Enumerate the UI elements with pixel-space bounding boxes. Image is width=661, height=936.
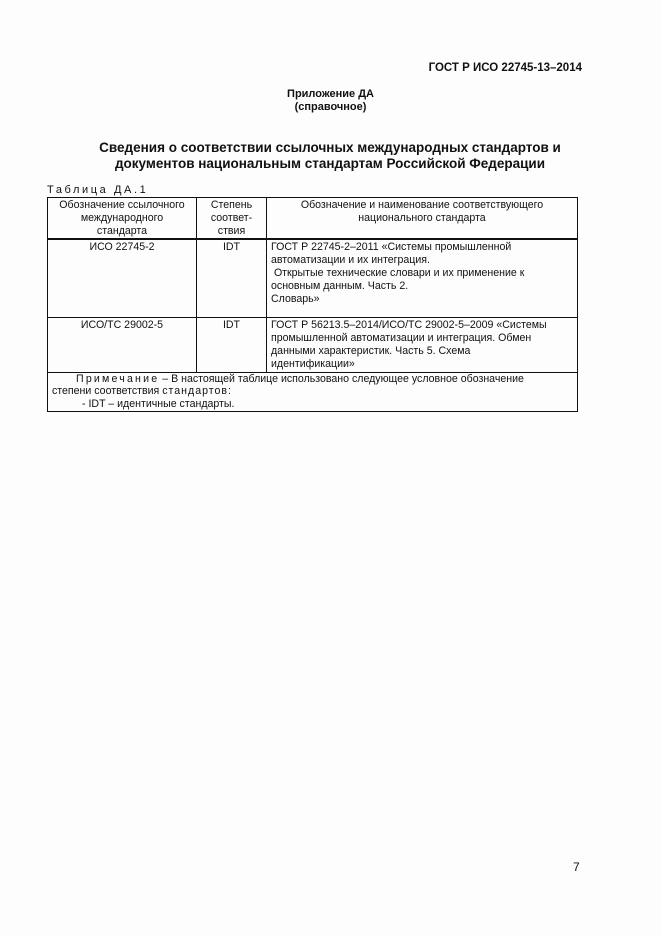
table-note-row xyxy=(48,372,578,411)
table-header-row xyxy=(48,198,578,240)
cell-degree: IDT xyxy=(197,239,267,318)
document-id: ГОСТ Р ИСО 22745-13–2014 xyxy=(428,62,582,74)
cell-national xyxy=(267,318,578,372)
cell-text: автоматизации и их интеграция. xyxy=(271,254,430,267)
note-line-2a: степени соответствия xyxy=(52,385,163,398)
note-text: – В настоящей таблице использовано следующее условное обозначение xyxy=(159,372,524,385)
section-title-line-2: документов национальным стандартам Российской Федерации xyxy=(114,156,546,171)
correspondence-table xyxy=(47,197,578,412)
header-text: ствия xyxy=(217,224,246,237)
table-row xyxy=(48,239,578,318)
cell-degree: IDT xyxy=(197,318,267,372)
header-text: Степень xyxy=(210,199,253,211)
cell-text: Словарь» xyxy=(271,292,320,305)
table-caption: Таблица ДА.1 xyxy=(47,184,149,196)
appendix-heading xyxy=(0,88,661,114)
header-text: Обозначение ссылочного xyxy=(59,199,185,211)
header-text: международного xyxy=(80,211,164,224)
cell-national xyxy=(267,239,578,318)
header-text: Обозначение и наименование соответствующего xyxy=(300,199,544,211)
cell-text: ГОСТ Р 22745-2–2011 «Системы промышленной xyxy=(271,241,512,254)
header-text: соответ- xyxy=(210,211,253,224)
cell-text: идентификации» xyxy=(271,357,355,370)
header-text: стандарта xyxy=(96,224,148,237)
header-ref-standard xyxy=(48,198,197,240)
note-line-2b: стандартов: xyxy=(162,385,232,398)
header-national-standard xyxy=(267,198,578,240)
cell-text: ГОСТ Р 56213.5–2014/ИСО/ТС 29002-5–2009 «Системы xyxy=(271,319,547,332)
section-title xyxy=(80,140,580,172)
header-degree xyxy=(197,198,267,240)
section-title-line-1: Сведения о соответствии ссылочных международных стандартов и xyxy=(99,140,561,155)
appendix-title: Приложение ДА xyxy=(287,88,374,100)
cell-ref: ИСО/ТС 29002-5 xyxy=(48,318,197,372)
cell-text: данными характеристик. Часть 5. Схема xyxy=(271,344,471,357)
note-label: Примечание xyxy=(76,372,160,385)
cell-text: Открытые технические словари и их применение к xyxy=(271,266,525,279)
header-text: национального стандарта xyxy=(358,211,486,224)
table-row xyxy=(48,318,578,372)
appendix-subtitle: (справочное) xyxy=(294,101,367,113)
cell-ref: ИСО 22745-2 xyxy=(48,239,197,318)
cell-text: основным данным. Часть 2. xyxy=(271,279,409,292)
cell-text: промышленной автоматизации и интеграция. Обмен xyxy=(271,332,532,345)
note-line-3: - IDT – идентичные стандарты. xyxy=(82,398,235,411)
page-number: 7 xyxy=(573,860,580,874)
table-note xyxy=(48,372,578,411)
